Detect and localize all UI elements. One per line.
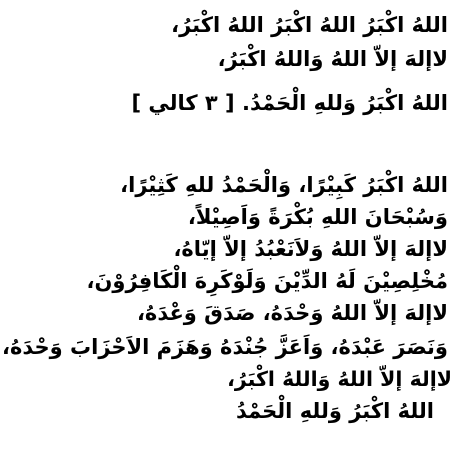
body-line-1: اللهُ اكْبَرُ كَبِيْرًا، وَالْحَمْدُ للهِ كَثِيْرًا،: [120, 173, 448, 197]
body-line-8: اللهُ اكْبَرُ وَللهِ الْحَمْدُ: [235, 399, 434, 423]
body-line-2: وَسُبْحَانَ اللهِ بُكْرَةً وَاَصِيْلاً،: [187, 205, 448, 229]
body-line-5: لاإلهَ إلاّ اللهُ وَحْدَهُ، صَدَقَ وَعْدَهُ،: [136, 301, 448, 325]
body-line-4: مُخْلِصِيْنَ لَهُ الدِّيْنَ وَلَوْكَرِهَ الْكَافِرُوْنَ،: [86, 269, 448, 293]
body-line-3: لاإلهَ إلاّ اللهُ وَلاَنَعْبُدُ إلاّ إيّاهُ،: [173, 237, 448, 261]
body-line-7: لاإلهَ إلاّ اللهُ وَاللهُ اكْبَرُ،: [227, 367, 452, 391]
opening-line-3: اللهُ اكْبَرُ وَللهِ الْحَمْدُ. [ ٣ كالي ]: [131, 91, 448, 115]
opening-line-1: اللهُ اكْبَرُ اللهُ اكْبَرُ اللهُ اكْبَرُ،: [171, 13, 448, 37]
body-line-6: وَنَصَرَ عَبْدَهُ، وَاَعَزَّ جُنْدَهُ وَهَزَمَ الاَحْزَابَ وَحْدَهُ،: [2, 335, 448, 359]
opening-line-2: لاإلهَ إلاّ اللهُ وَاللهُ اكْبَرُ،: [217, 47, 448, 71]
